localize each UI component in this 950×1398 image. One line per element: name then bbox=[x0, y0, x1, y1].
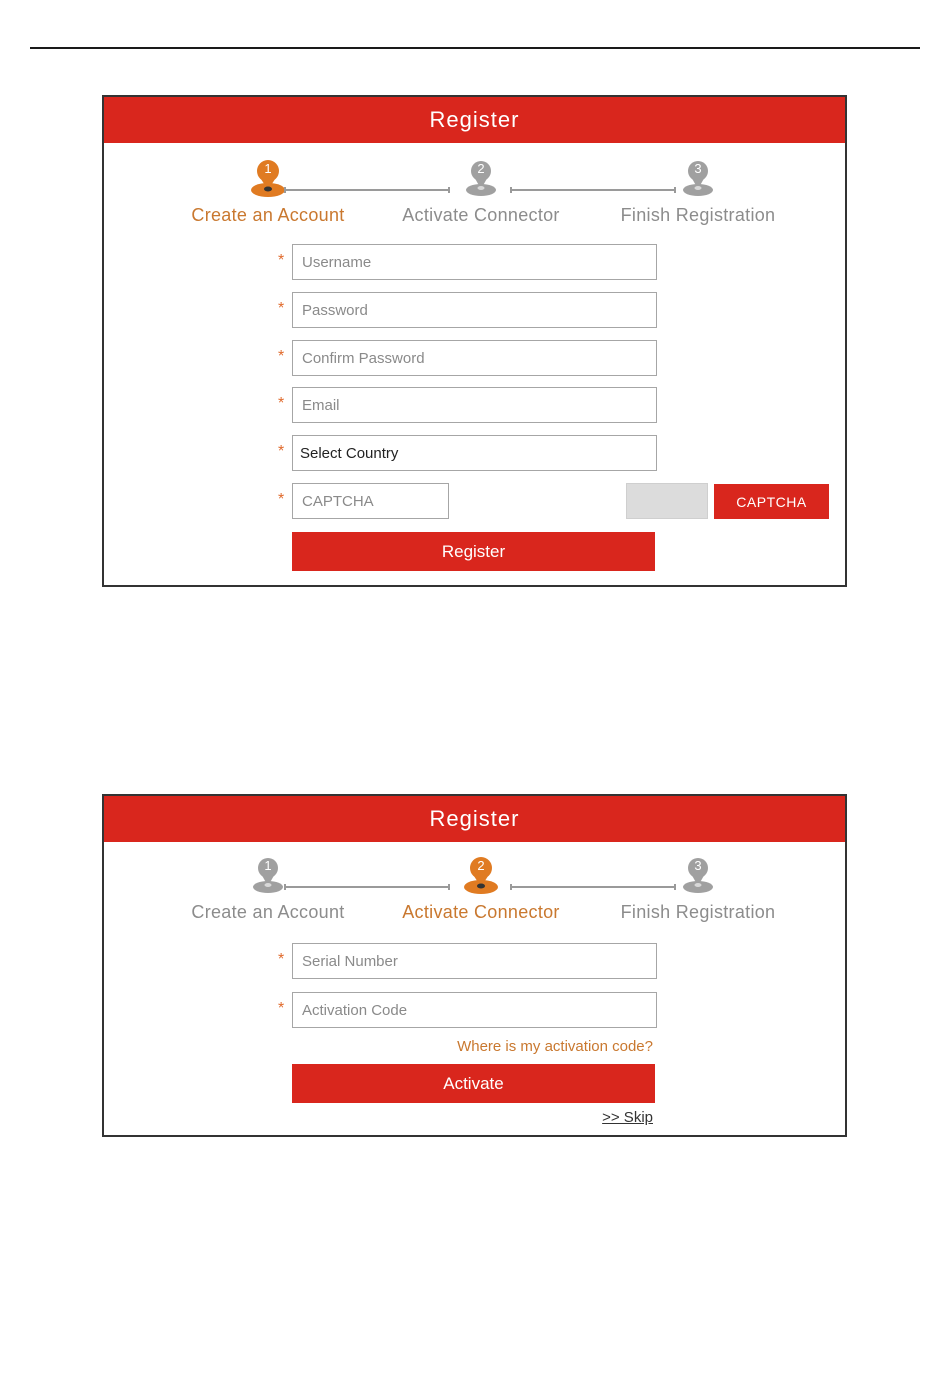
required-mark: * bbox=[278, 443, 285, 460]
captcha-image[interactable] bbox=[626, 483, 708, 519]
serial-number-input[interactable] bbox=[292, 943, 657, 979]
page-top-rule bbox=[30, 47, 920, 49]
step-number: 3 bbox=[694, 161, 702, 176]
step-label: Create an Account bbox=[191, 902, 345, 922]
activate-button[interactable]: Activate bbox=[292, 1064, 655, 1103]
captcha-button[interactable]: CAPTCHA bbox=[714, 484, 829, 519]
captcha-input[interactable] bbox=[292, 483, 449, 519]
confirm-password-input[interactable] bbox=[292, 340, 657, 376]
email-input[interactable] bbox=[292, 387, 657, 423]
step-number: 1 bbox=[264, 858, 272, 873]
location-pin-icon bbox=[678, 157, 718, 201]
progress-steps bbox=[104, 854, 845, 944]
username-input[interactable] bbox=[292, 244, 657, 280]
required-mark: * bbox=[278, 348, 285, 365]
register-panel-create-account bbox=[102, 95, 847, 587]
step-label: Activate Connector bbox=[402, 902, 560, 922]
panel-header: Register bbox=[104, 796, 845, 842]
required-mark: * bbox=[278, 951, 285, 968]
captcha-row bbox=[274, 483, 834, 519]
location-pin-icon bbox=[461, 157, 501, 201]
step-create-account bbox=[168, 157, 368, 226]
step-label: Activate Connector bbox=[402, 205, 560, 225]
step-label: Finish Registration bbox=[620, 205, 776, 225]
location-pin-icon bbox=[248, 157, 288, 201]
step-activate-connector bbox=[381, 854, 581, 923]
country-select[interactable]: Select Country bbox=[292, 435, 657, 471]
progress-steps bbox=[104, 157, 845, 247]
step-finish-registration bbox=[598, 157, 798, 226]
activation-code-help-link[interactable]: Where is my activation code? bbox=[457, 1038, 653, 1055]
register-panel-activate-connector bbox=[102, 794, 847, 1137]
step-create-account bbox=[168, 854, 368, 923]
step-activate-connector bbox=[381, 157, 581, 226]
panel-header: Register bbox=[104, 97, 845, 143]
step-number: 3 bbox=[694, 858, 702, 873]
required-mark: * bbox=[278, 300, 285, 317]
step-finish-registration bbox=[598, 854, 798, 923]
step-number: 2 bbox=[477, 161, 485, 176]
step-label: Create an Account bbox=[191, 205, 345, 225]
step-label: Finish Registration bbox=[620, 902, 776, 922]
location-pin-icon bbox=[678, 854, 718, 898]
location-pin-icon bbox=[248, 854, 288, 898]
activation-code-input[interactable] bbox=[292, 992, 657, 1028]
password-input[interactable] bbox=[292, 292, 657, 328]
step-number: 1 bbox=[264, 161, 272, 176]
required-mark: * bbox=[278, 252, 285, 269]
required-mark: * bbox=[278, 491, 285, 508]
register-button[interactable]: Register bbox=[292, 532, 655, 571]
required-mark: * bbox=[278, 395, 285, 412]
required-mark: * bbox=[278, 1000, 285, 1017]
location-pin-icon bbox=[461, 854, 501, 898]
step-number: 2 bbox=[477, 858, 485, 873]
skip-link[interactable]: >> Skip bbox=[602, 1109, 653, 1126]
